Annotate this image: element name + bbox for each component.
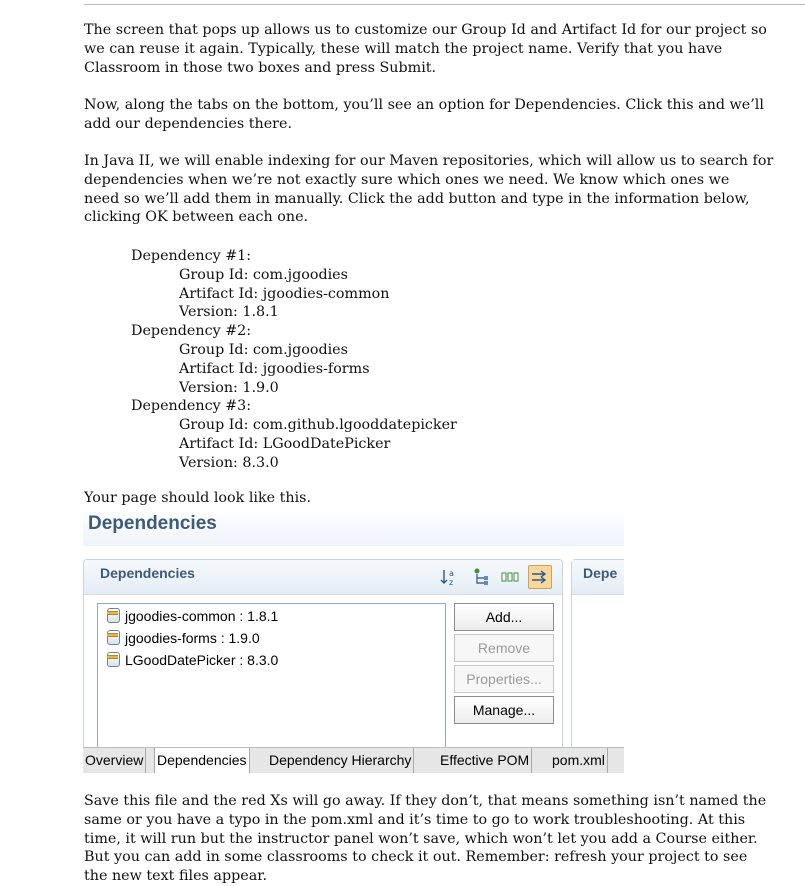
dependency-heading: Dependency #2: (131, 323, 252, 340)
sort-alpha-icon[interactable] (440, 567, 460, 587)
list-item[interactable] (107, 630, 260, 646)
tab-dependencies[interactable]: Dependencies (154, 748, 250, 773)
dependency-version: Version: 8.3.0 (179, 454, 279, 471)
text-line: add our dependencies there. (84, 115, 292, 132)
hierarchy-icon[interactable] (471, 567, 491, 587)
paragraph-indexing (84, 152, 773, 227)
text-line: same or you have a typo in the pom.xml and it’s time to go to work troubleshooting. At this (84, 811, 746, 828)
remove-button[interactable]: Remove (454, 634, 554, 662)
dependency-artifact: Artifact Id: LGoodDatePicker (179, 435, 391, 452)
dependency-listbox[interactable] (97, 603, 446, 750)
page-top-rule (84, 4, 805, 5)
jar-icon (107, 652, 120, 667)
add-button[interactable]: Add... (454, 603, 554, 631)
text-line: Classroom in those two boxes and press Submit. (84, 59, 437, 76)
text-line: need so we’ll add them in manually. Click the add button and type in the information below, (84, 190, 750, 207)
paragraph-save (84, 792, 766, 886)
properties-button[interactable]: Properties... (454, 665, 554, 693)
list-item-label: jgoodies-forms : 1.9.0 (125, 630, 260, 646)
section-title: Depe (583, 565, 618, 581)
columns-icon[interactable] (500, 567, 520, 587)
list-item[interactable] (107, 608, 278, 624)
list-item-label: jgoodies-common : 1.8.1 (125, 608, 279, 624)
look-like-caption: Your page should look like this. (84, 490, 312, 506)
dependencies-section (83, 559, 563, 749)
text-line: Save this file and the red Xs will go away. If they don’t, that means something isn’t named the (84, 793, 767, 809)
text-line: time, it will run but the instructor panel won’t save, which won’t let you add a Course either. (84, 830, 758, 847)
dependency-list (131, 247, 457, 473)
jar-icon (107, 630, 120, 645)
page-title: Dependencies (88, 513, 217, 534)
filter-icon[interactable] (528, 565, 552, 589)
paragraph-intro (84, 21, 767, 77)
editor-tab-bar (83, 747, 624, 773)
dependency-heading: Dependency #1: (131, 248, 252, 264)
dependency-group: Group Id: com.github.lgooddatepicker (179, 417, 457, 434)
text-line: the new text files appear. (84, 868, 268, 885)
text-line: clicking OK between each one. (84, 209, 309, 226)
tab-pom-xml[interactable]: pom.xml (550, 748, 608, 773)
tab-dependency-hierarchy[interactable]: Dependency Hierarchy (267, 748, 414, 773)
dependency-group: Group Id: com.jgoodies (179, 266, 348, 283)
section-title: Dependencies (100, 565, 195, 581)
dependency-group: Group Id: com.jgoodies (179, 341, 348, 358)
text-line: dependencies when we’re not exactly sure which ones we need. We know which ones we (84, 171, 730, 188)
section-header (84, 560, 562, 595)
editor-header (83, 507, 624, 546)
tab-effective-pom[interactable]: Effective POM (438, 748, 532, 773)
paragraph-tabs (84, 96, 764, 134)
list-item[interactable] (107, 652, 278, 668)
svg-text:a: a (449, 569, 454, 578)
list-item-label: LGoodDatePicker : 8.3.0 (125, 652, 279, 668)
text-line: The screen that pops up allows us to customize our Group Id and Artifact Id for our project so (84, 22, 767, 38)
text-line: But you can add in some classrooms to check it out. Remember: refresh your project to see (84, 849, 748, 866)
text-line: In Java II, we will enable indexing for our Maven repositories, which will allow us to search for (84, 153, 774, 169)
jar-icon (107, 608, 120, 623)
svg-text:z: z (449, 578, 454, 587)
dependency-management-section (571, 559, 624, 749)
dependency-version: Version: 1.9.0 (179, 379, 279, 396)
tab-overview[interactable]: Overview (83, 748, 146, 773)
section-header (572, 560, 624, 595)
text-line: Now, along the tabs on the bottom, you’ll see an option for Dependencies. Click this and we’ll (84, 97, 764, 113)
dependency-artifact: Artifact Id: jgoodies-common (179, 285, 390, 302)
eclipse-screenshot (83, 507, 624, 773)
dependency-artifact: Artifact Id: jgoodies-forms (179, 360, 370, 377)
manage-button[interactable]: Manage... (454, 696, 554, 724)
dependency-heading: Dependency #3: (131, 398, 252, 415)
dependency-version: Version: 1.8.1 (179, 304, 279, 321)
text-line: we can reuse it again. Typically, these will match the project name. Verify that you have (84, 40, 723, 57)
